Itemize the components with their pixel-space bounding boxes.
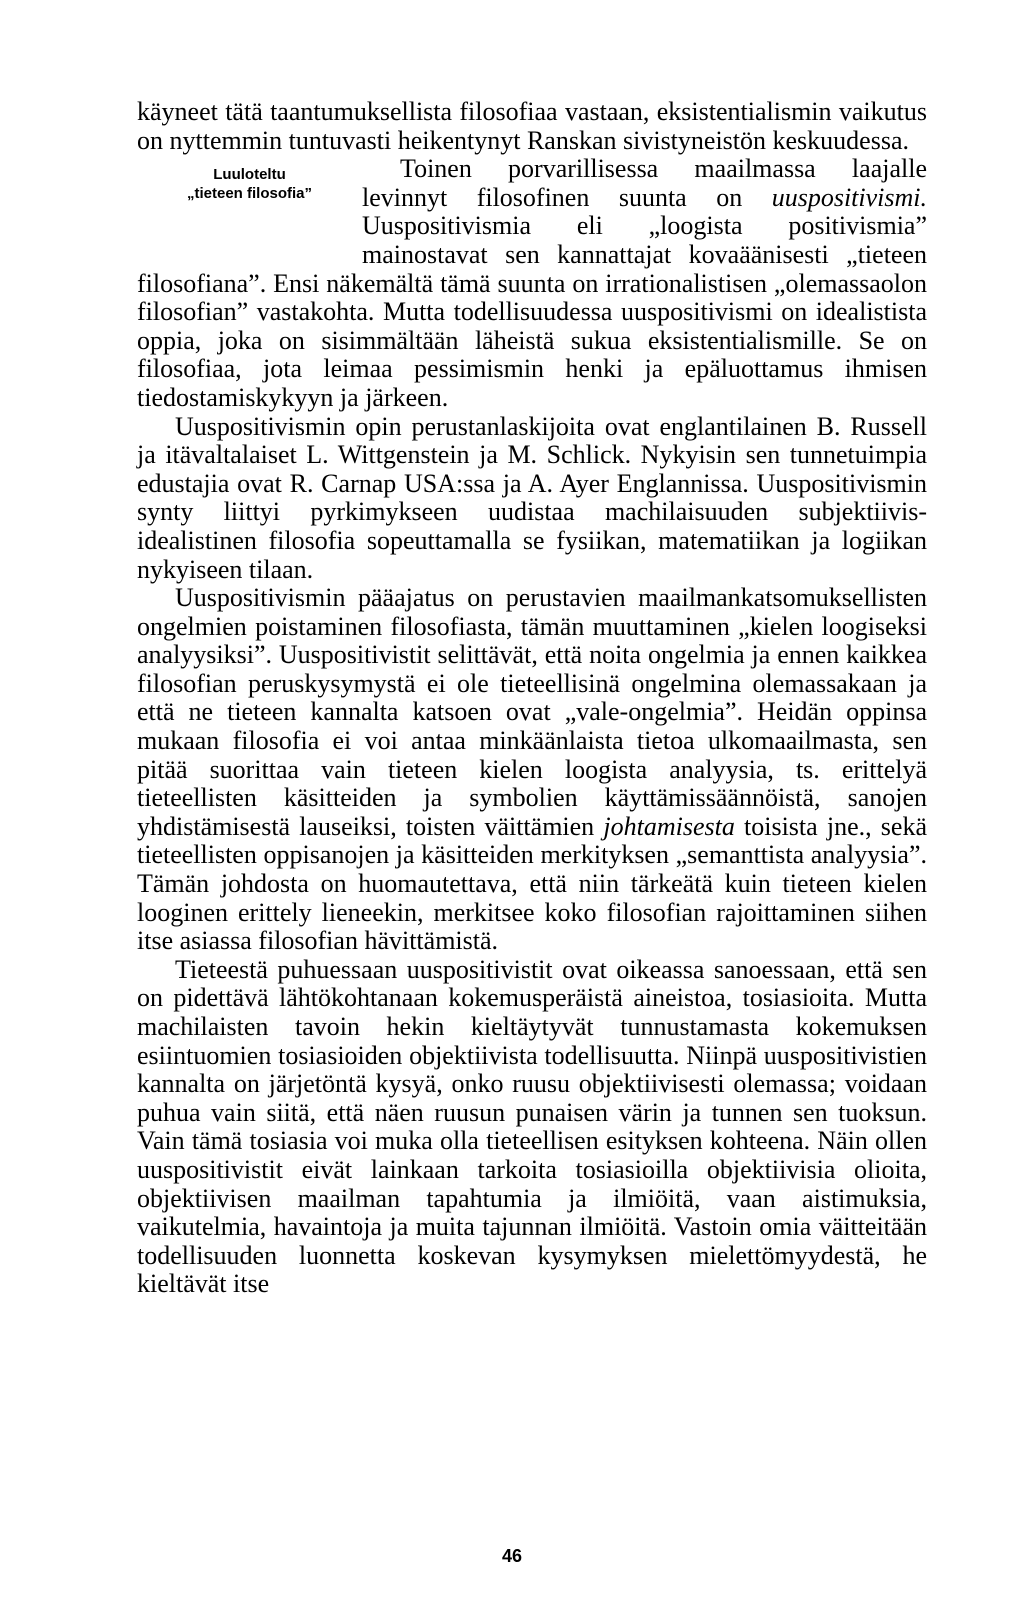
paragraph-4-text-b: toisista jne., sekä tieteellisten oppisanojen ja käsitteiden merkityksen „semanttista analyysia”. Tämän johdosta on huomautettava, että niin tärkeätä kuin tieteen kielen looginen erittely lieneekin, merkitsee koko filosofian rajoittaminen siihen itse asiassa filosofian hävittämistä. xyxy=(137,811,927,956)
paragraph-4-emphasis: johtamisesta xyxy=(603,811,735,841)
paragraph-5-text: Tieteestä puhuessaan uuspositivistit ovat oikeassa sanoessaan, että sen on pidettävä lähtökohtanaan kokemusperäistä aineistoa, tosiasioita. Mutta machilaisten tavoin hekin kieltäytyvät tunnustamasta kokemuksen esiintuomien tosiasioiden objektiivista todellisuutta. Niinpä uuspositivistien kannalta on järjetöntä kysyä, onko ruusu objektiivisesti olemassa; voidaan puhua vain siitä, että näen ruusun punaisen värin ja tunnen sen tuoksun. Vain tämä tosiasia voi muka olla tieteellisen esityksen kohteena. Näin ollen uuspositivistit eivät lainkaan tarkoita tosiasioilla objektiivisia olioita, objektiivisen maailman tapahtumia ja ilmiöitä, vaan aistimuksia, vaikutelmia, havaintoja ja muita tajunnan ilmiöitä. Vastoin omia väitteitään todellisuuden luonnetta koskevan kysymyksen mielettömyydestä, he kieltävät itse xyxy=(137,954,927,1299)
paragraph-3 xyxy=(137,413,927,585)
paragraph-2-text-b: Uuspositivismia eli „loogista positivismia” mainostavat sen kannattajat kovaäänisesti „tieteen filosofiana”. Ensi näkemältä tämä suunta on irrationalistisen „olemassaolon filosofian” vastakohta. Mutta todellisuudessa uuspositivismi on idealistista oppia, joka on sisimmältään läheistä sukua eksistentialismille. Se on filosofiaa, jota leimaa pessimismin henki ja epäluottamus ihmisen tiedostamiskykyyn ja järkeen. xyxy=(137,211,927,412)
side-heading xyxy=(137,157,362,243)
paragraph-1 xyxy=(137,98,927,155)
body-text xyxy=(137,98,927,1299)
side-heading-line-1: Luuloteltu xyxy=(213,166,286,184)
paragraph-4-text-a: Uuspositivismin pääajatus on perustavien maailmankatsomuksellisten ongelmien poistaminen filosofiasta, tämän muuttaminen „kielen loogiseksi analyysiksi”. Uuspositivistit selittävät, että noita ongelmia ja ennen kaikkea filosofian peruskysymystä ei ole tieteellisinä ongelmina olemassakaan ja että ne tieteen kannalta katsoen ovat „vale-ongelmia”. Heidän oppinsa mukaan filosofia ei voi antaa minkäänlaista tietoa ulkomaailmasta, sen pitää suorittaa vain tieteen kielen loogista analyysia, ts. erittelyä tieteellisten käsitteiden ja symbolien käyttämissäännöistä, sanojen yhdistämisestä lauseiksi, toisten väittämien xyxy=(137,583,927,841)
paragraph-1-text: käyneet tätä taantumuksellista filosofiaa vastaan, eksistentialismin vaikutus on nyttemmin tuntuvasti heikentynyt Ranskan sivistyneistön keskuudessa. xyxy=(137,97,927,155)
paragraph-5 xyxy=(137,956,927,1299)
paragraph-4 xyxy=(137,584,927,956)
paragraph-2-emphasis: uuspositivismi. xyxy=(771,182,927,212)
paragraph-2-text-a: Toinen porvarillisessa maailmassa laajalle levinnyt filosofinen suunta on xyxy=(362,154,927,212)
page-number: 46 xyxy=(501,1546,523,1566)
paragraph-3-text: Uuspositivismin opin perustanlaskijoita ovat englantilainen B. Russell ja itävaltalaiset L. Wittgenstein ja M. Schlick. Nykyisin sen tunnetuimpia edustajia ovat R. Carnap USA:ssa ja A. Ayer Englannissa. Uuspositivismin synty liittyi pyrkimykseen uudistaa machilaisuuden subjektiivis-idealistinen filosofia sopeuttamalla se fysiikan, matematiikan ja logiikan nykyiseen tilaan. xyxy=(137,411,927,584)
side-heading-line-2: „tieteen filosofia” xyxy=(186,185,313,203)
